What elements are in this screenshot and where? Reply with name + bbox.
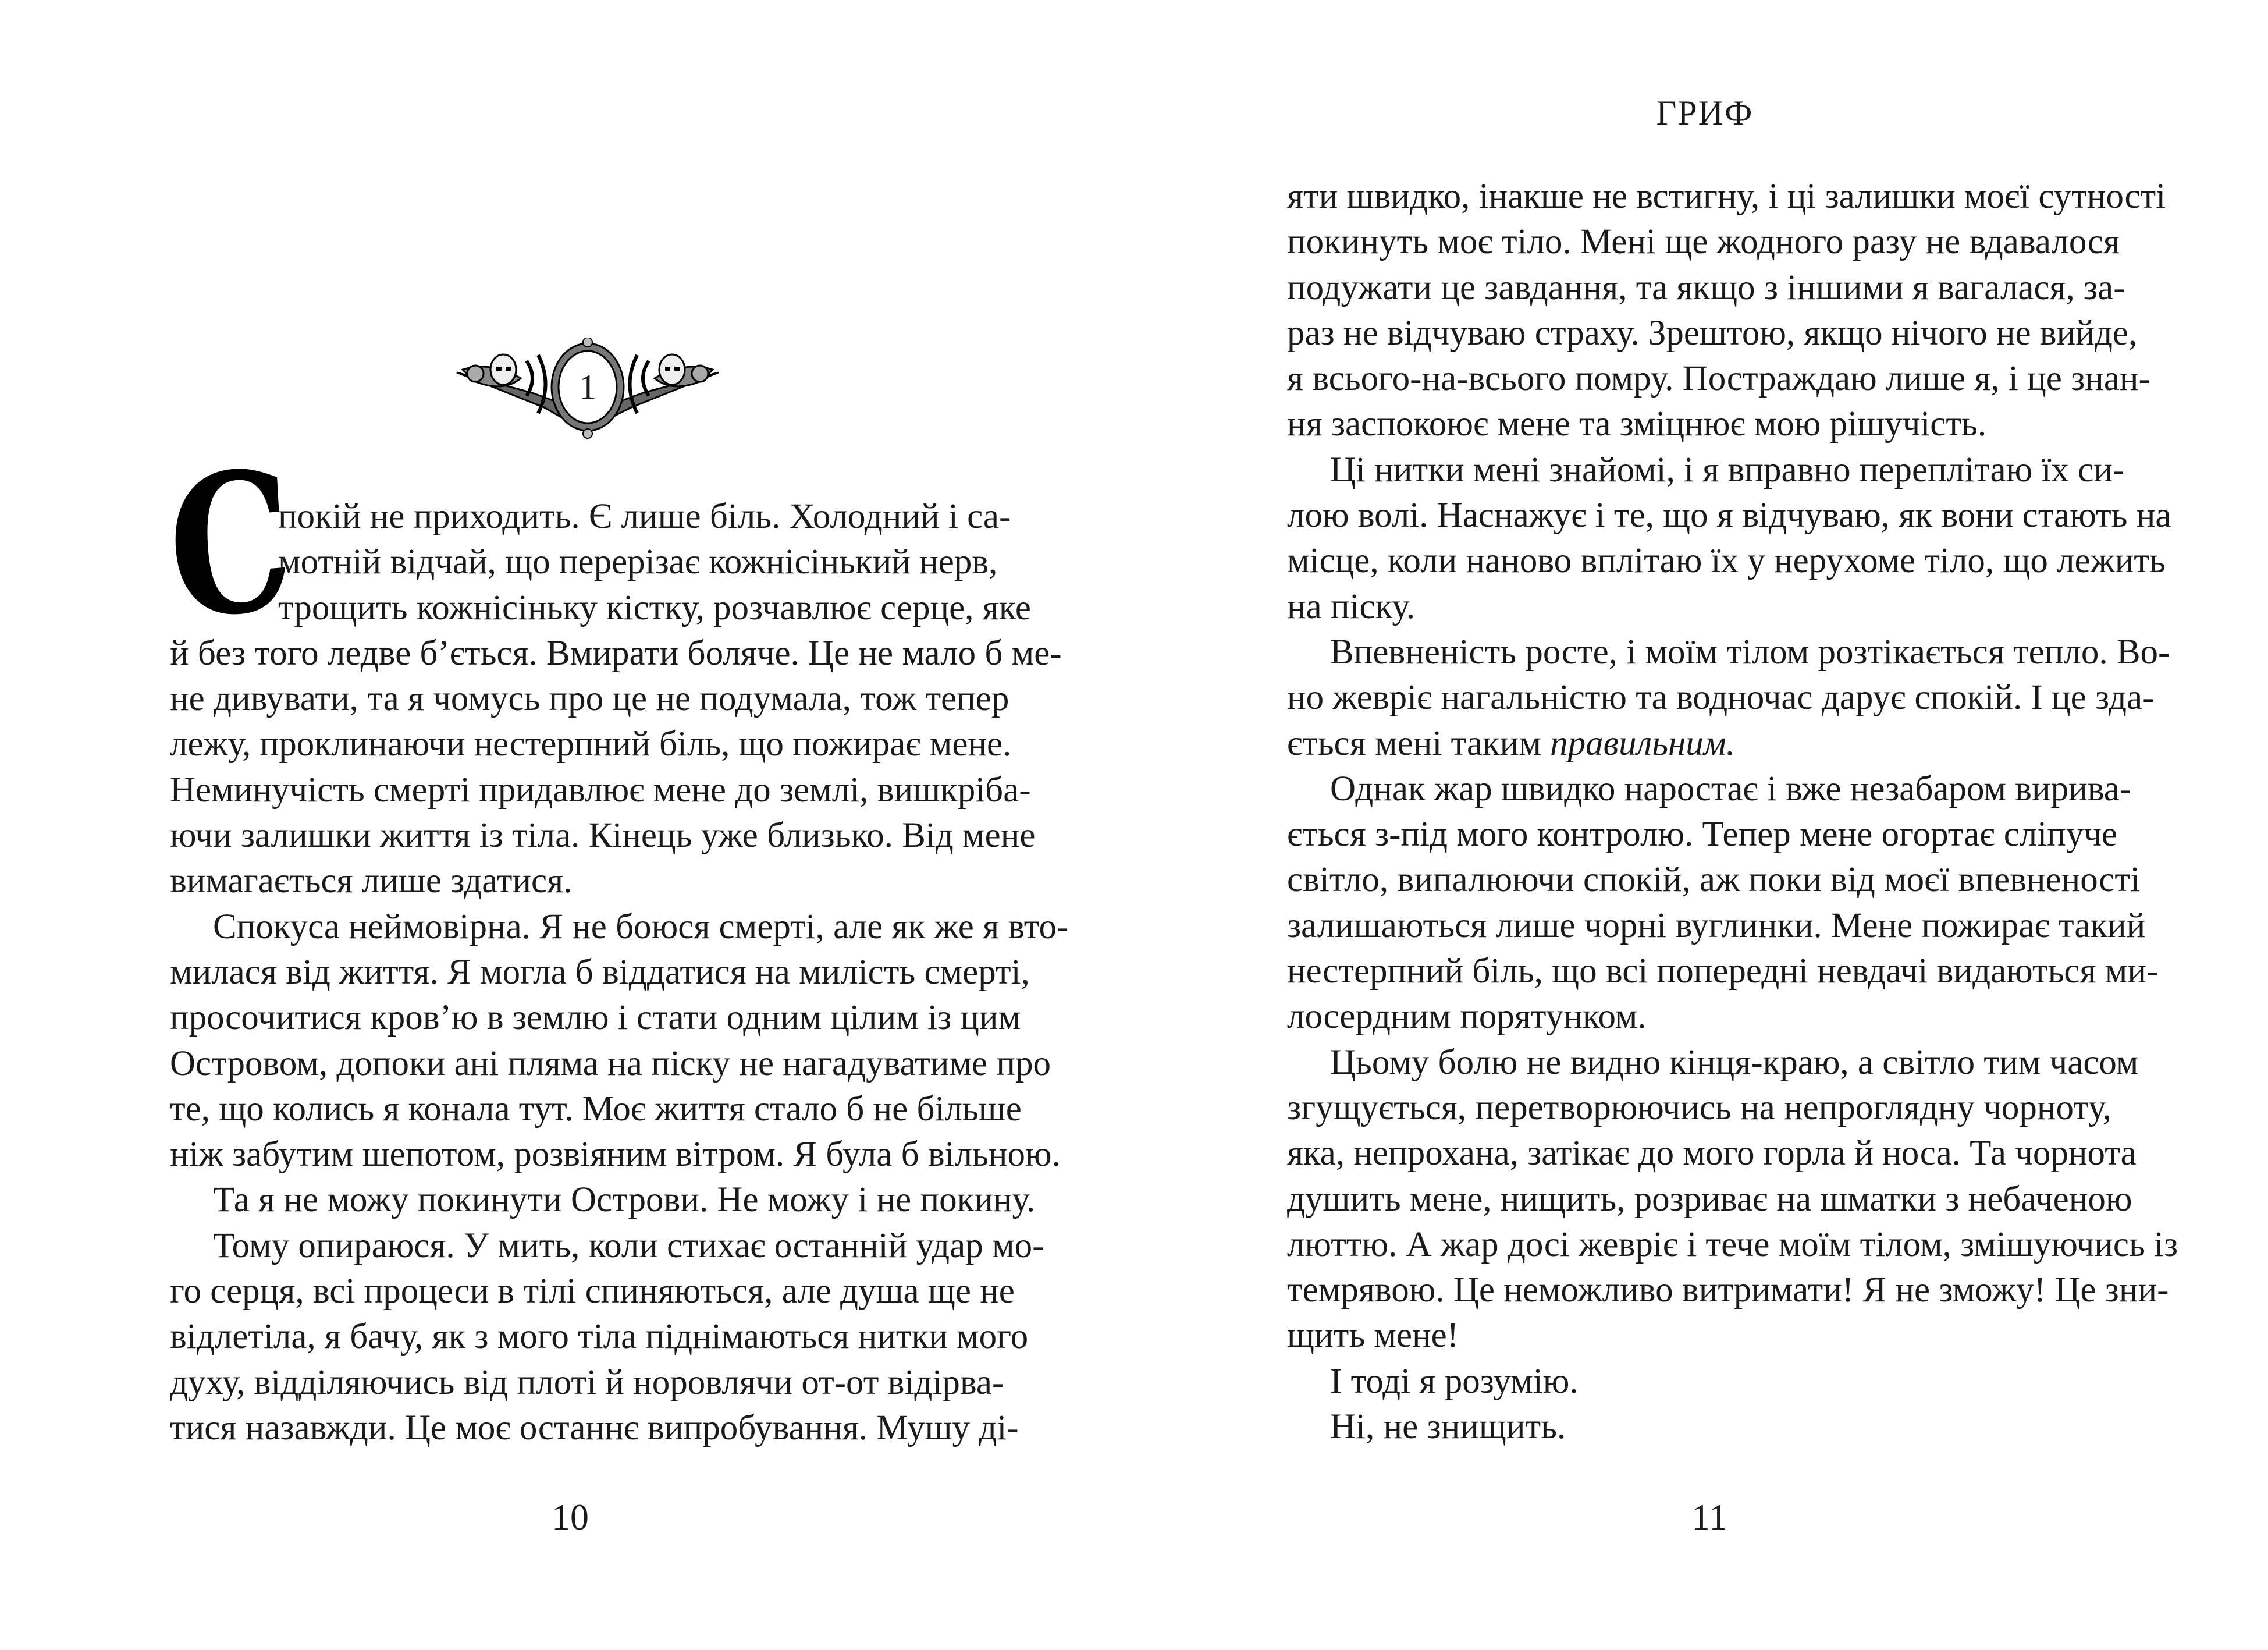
line-text: темрявою. Це неможливо витримати! Я не зможу! Це зни- bbox=[1287, 1271, 2169, 1310]
line-text: місце, коли наново вплітаю їх у нерухоме тіло, що лежить bbox=[1287, 541, 2166, 581]
line-text: лосердним порятунком. bbox=[1287, 997, 1647, 1037]
paragraph bbox=[1287, 767, 2159, 1040]
line-text: залишаються лише чорні вуглинки. Мене пожирає такий bbox=[1287, 906, 2146, 945]
text-line bbox=[1287, 994, 2109, 1039]
text-line bbox=[170, 722, 1012, 767]
text-line bbox=[170, 813, 1036, 858]
text-line bbox=[170, 995, 1021, 1041]
running-head: ГРИФ bbox=[1656, 94, 1754, 132]
line-text: й без того ледве б’ється. Вмирати боляче. Це не мало б ме- bbox=[170, 633, 1062, 673]
text-line bbox=[1287, 721, 2109, 767]
text-line bbox=[1287, 1177, 2132, 1222]
page-number-left: 10 bbox=[552, 1496, 589, 1538]
italic-text: правильним. bbox=[1550, 723, 1735, 763]
text-line bbox=[1287, 402, 2109, 447]
line-text: яка, непрохана, затікає до мого горла й носа. Та чорнота bbox=[1287, 1134, 2137, 1173]
line-text: ється з-під мого контролю. Тепер мене огортає сліпуче bbox=[1287, 815, 2118, 854]
text-line bbox=[1287, 949, 2159, 994]
line-text: Однак жар швидко наростає і вже незабаром вирива- bbox=[1330, 769, 2132, 808]
line-text: лою волі. Наснажує і те, що я відчуваю, як вони стають на bbox=[1287, 496, 2171, 535]
paragraph bbox=[1287, 1359, 2109, 1404]
line-text: Ні, не знищить. bbox=[1330, 1407, 1566, 1447]
paragraph bbox=[1287, 174, 2166, 448]
left-page-text bbox=[170, 494, 1069, 1451]
chapter-number: 1 bbox=[579, 368, 596, 406]
line-text: подужати це завдання, та якщо з іншими я вагалася, за- bbox=[1287, 268, 2125, 307]
text-line bbox=[1287, 538, 2166, 584]
text-line bbox=[1287, 857, 2140, 903]
line-text: Ці нитки мені знайомі, і я вправно переплітаю їх си- bbox=[1330, 450, 2125, 489]
text-line bbox=[1287, 1359, 2109, 1404]
paragraph bbox=[1287, 630, 2170, 767]
text-line bbox=[170, 1360, 1004, 1406]
text-line bbox=[170, 1406, 1019, 1451]
text-line bbox=[1287, 311, 2138, 356]
line-text: покинуть моє тіло. Мені ще жодного разу не вдавалося bbox=[1287, 222, 2120, 262]
line-text: те, що колись я конала тут. Моє життя стало б не більше bbox=[170, 1089, 1022, 1129]
paragraph bbox=[170, 1177, 1036, 1223]
paragraph bbox=[170, 1223, 1044, 1451]
text-line bbox=[170, 858, 992, 904]
text-line bbox=[1287, 219, 2120, 265]
text-line bbox=[170, 586, 1031, 631]
line-text: Островом, допоки ані пляма на піску не нагадуватиме про bbox=[170, 1044, 1051, 1083]
line-text: Цьому болю не видно кінця-краю, а світло тим часом bbox=[1330, 1042, 2139, 1082]
line-text: го серця, всі процеси в тілі спиняються, але душа ще не bbox=[170, 1272, 1015, 1311]
text-line bbox=[1287, 767, 2132, 812]
text-line bbox=[1287, 675, 2155, 721]
paragraph bbox=[1287, 1404, 2109, 1450]
text-line bbox=[1287, 174, 2166, 219]
drop-cap: С bbox=[163, 426, 298, 663]
line-text: відлетіла, я бачу, як з мого тіла піднімаються нитки мого bbox=[170, 1317, 1029, 1357]
line-text: Впевненість росте, і моїм тілом розтікається тепло. Во- bbox=[1330, 632, 2170, 672]
line-text: на піску. bbox=[1287, 587, 1416, 626]
line-text: я всього-на-всього помру. Постраждаю лише я, і це знан- bbox=[1287, 359, 2150, 399]
line-text: вимагається лише здатися. bbox=[170, 861, 573, 901]
text-line bbox=[170, 768, 1031, 813]
paragraph bbox=[170, 904, 1069, 1178]
paragraph bbox=[1287, 448, 2171, 630]
line-text: просочитися кров’ю в землю і стати одним цілим із цим bbox=[170, 998, 1021, 1038]
line-text: тися назавжди. Це моє останнє випробування. Мушу ді- bbox=[170, 1408, 1019, 1447]
line-text: ється мені таким bbox=[1287, 723, 1551, 763]
text-line bbox=[170, 540, 998, 585]
line-text: трощить кожнісіньку кістку, розчавлює серце, яке bbox=[278, 588, 1031, 627]
line-text: покій не приходить. Є лише біль. Холодний і са- bbox=[278, 497, 1011, 536]
text-line bbox=[1287, 1085, 2109, 1131]
line-text: нестерпний біль, що всі попередні невдачі видаються ми- bbox=[1287, 952, 2159, 991]
text-line bbox=[170, 1132, 1061, 1177]
right-page-text bbox=[1287, 174, 2178, 1450]
line-text: світло, випалюючи спокій, аж поки від моєї впевненості bbox=[1287, 860, 2140, 900]
line-text: раз не відчуваю страху. Зрештою, якщо нічого не вийде, bbox=[1287, 313, 2138, 353]
line-text: милася від життя. Я могла б віддатися на милість смерті, bbox=[170, 952, 1030, 992]
text-line bbox=[170, 1269, 1015, 1314]
text-line bbox=[170, 494, 1011, 540]
text-line bbox=[1287, 1131, 2137, 1176]
line-text: Та я не можу покинути Острови. Не можу і не покину. bbox=[213, 1180, 1036, 1220]
line-text: духу, відділяючись від плоті й норовлячи от-от відірва- bbox=[170, 1362, 1004, 1402]
line-text: ючи залишки життя із тіла. Кінець уже близько. Від мене bbox=[170, 816, 1036, 856]
text-line bbox=[1287, 1222, 2178, 1268]
text-line bbox=[170, 676, 1009, 722]
text-line bbox=[170, 950, 1030, 995]
text-line bbox=[170, 1223, 1044, 1269]
text-line bbox=[170, 904, 1069, 950]
paragraph bbox=[1287, 1040, 2178, 1359]
text-line bbox=[1287, 1040, 2139, 1085]
page-number-right: 11 bbox=[1691, 1496, 1727, 1538]
line-text: Спокуса неймовірна. Я не боюся смерті, але як же я вто- bbox=[213, 907, 1069, 946]
text-line bbox=[1287, 812, 2118, 857]
line-text: яти швидко, інакше не встигну, і ці залишки моєї сутності bbox=[1287, 177, 2166, 216]
line-text: лежу, проклинаючи нестерпний біль, що пожирає мене. bbox=[170, 725, 1012, 764]
line-text: ня заспокоює мене та зміцнює мою рішучість. bbox=[1287, 404, 1987, 444]
text-line bbox=[170, 1314, 1029, 1360]
text-line bbox=[1287, 356, 2150, 402]
text-line bbox=[170, 1041, 1051, 1087]
text-line bbox=[1287, 1404, 2109, 1450]
text-line bbox=[1287, 265, 2125, 311]
text-line bbox=[1287, 1268, 2169, 1313]
line-text: не дивувати, та я чомусь про це не подумала, тож тепер bbox=[170, 679, 1009, 719]
text-line bbox=[1287, 584, 2109, 630]
line-text: люттю. А жар досі жевріє і тече моїм тілом, змішуючись із bbox=[1287, 1225, 2178, 1264]
text-line bbox=[1287, 448, 2125, 493]
line-text: ніж забутим шепотом, розвіяним вітром. Я була б вільною. bbox=[170, 1135, 1061, 1174]
line-text: Неминучість смерті придавлює мене до землі, вишкріба- bbox=[170, 770, 1031, 810]
text-line bbox=[1287, 630, 2170, 675]
line-text: мотній відчай, що перерізає кожнісінький нерв, bbox=[278, 542, 998, 582]
text-line bbox=[170, 1177, 1036, 1223]
line-text: щить мене! bbox=[1287, 1316, 1459, 1356]
text-line bbox=[170, 1087, 1022, 1132]
text-line bbox=[1287, 493, 2171, 538]
text-line bbox=[1287, 903, 2146, 949]
line-text: душить мене, нищить, розриває на шматки з небаченою bbox=[1287, 1179, 2132, 1219]
line-text: но жевріє нагальністю та водночас дарує спокій. І це зда- bbox=[1287, 678, 2155, 718]
line-text: І тоді я розумію. bbox=[1330, 1361, 1579, 1401]
line-text: Тому опираюся. У мить, коли стихає останній удар мо- bbox=[213, 1226, 1044, 1265]
text-line bbox=[170, 631, 1062, 676]
line-text: згущується, перетворюючись на непроглядну чорноту, bbox=[1287, 1088, 2111, 1127]
paragraph bbox=[170, 494, 1062, 904]
text-line bbox=[1287, 1313, 2109, 1358]
